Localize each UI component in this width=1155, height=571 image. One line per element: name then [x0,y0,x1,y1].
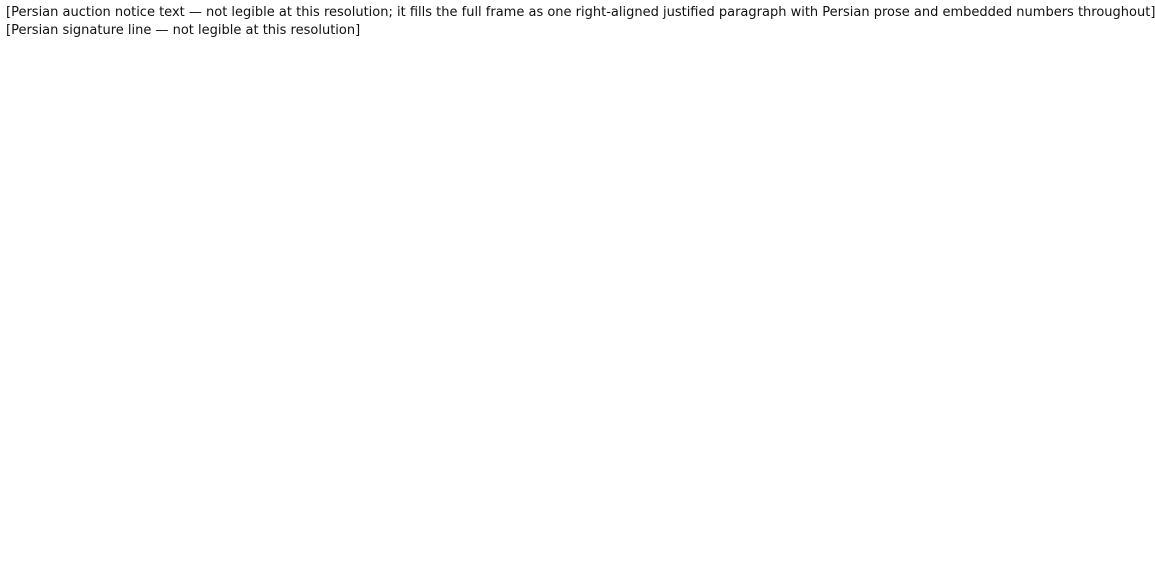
notice-paragraph [6,4,1155,22]
notice-signature-text: [Persian signature line — not legible at this resolution] [6,22,361,38]
notice-paragraph-text: [Persian auction notice text — not legible at this resolution; it fills the full frame as one right-aligned justified paragraph with Persian prose and embedded numbers throughout] [6,5,1155,20]
notice-signature-line [6,22,889,40]
